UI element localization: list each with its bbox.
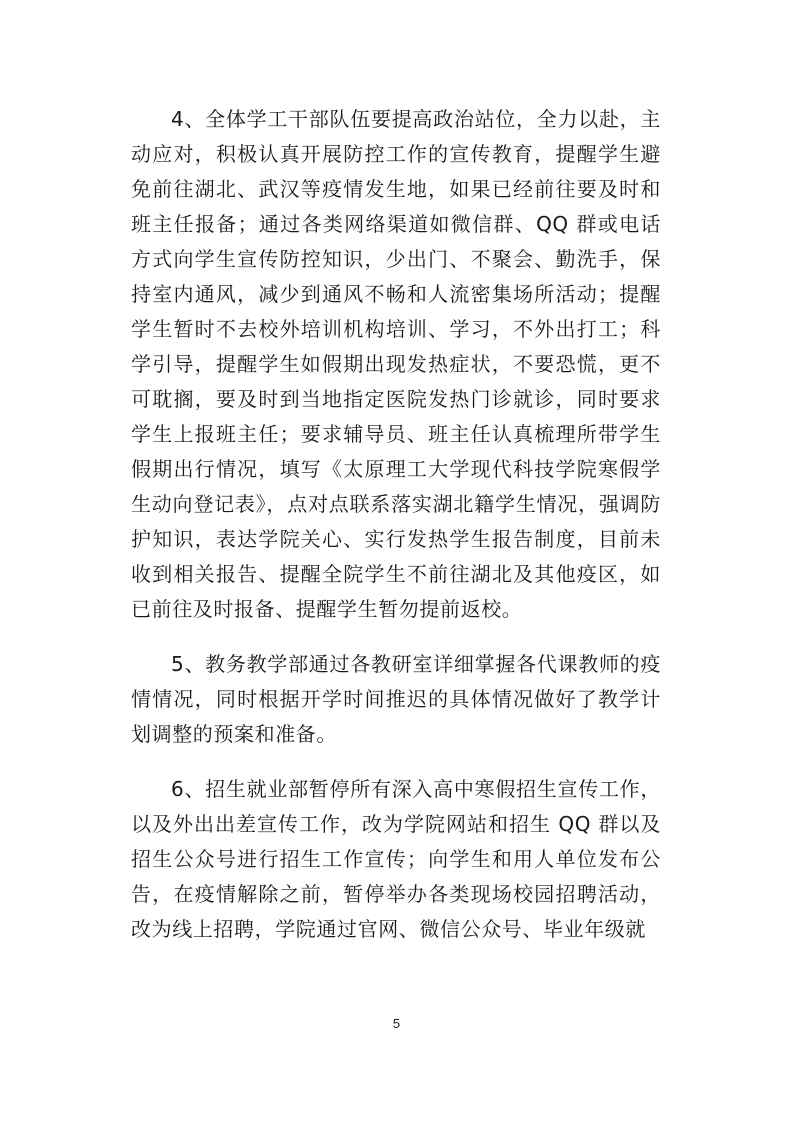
- page-number: 5: [392, 1016, 401, 1031]
- paragraph-item-5: 5、教务教学部通过各教研室详细掌握各代课教师的疫情情况，同时根据开学时间推迟的具体情况做好了教学计划调整的预案和准备。: [131, 652, 661, 746]
- paragraph-item-4: 4、全体学工干部队伍要提高政治站位，全力以赴，主动应对，积极认真开展防控工作的宣传教育，提醒学生避免前往湖北、武汉等疫情发生地，如果已经前往要及时和班主任报备；通过各类网络渠道如微信群、QQ 群或电话方式向学生宣传防控知识，少出门、不聚会、勤洗手，保持室内通风，减少到通风不畅和人流密集场所活动；提醒学生暂时不去校外培训机构培训、学习，不外出打工；科学引导，提醒学生如假期出现发热症状，不要恐慌，更不可耽搁，要及时到当地指定医院发热门诊就诊，同时要求学生上报班主任；要求辅导员、班主任认真梳理所带学生假期出行情况，填写《太原理工大学现代科技学院寒假学生动向登记表》，点对点联系落实湖北籍学生情况，强调防护知识，表达学院关心、实行发热学生报告制度，目前未收到相关报告、提醒全院学生不前往湖北及其他疫区，如已前往及时报备、提醒学生暂勿提前返校。: [131, 107, 661, 621]
- paragraph-item-6: 6、招生就业部暂停所有深入高中寒假招生宣传工作，以及外出出差宣传工作，改为学院网站和招生 QQ 群以及招生公众号进行招生工作宣传；向学生和用人单位发布公告，在疫情解除之前，暂停举办各类现场校园招聘活动，改为线上招聘，学院通过官网、微信公众号、毕业年级就: [131, 777, 661, 941]
- document-body: [131, 102, 661, 967]
